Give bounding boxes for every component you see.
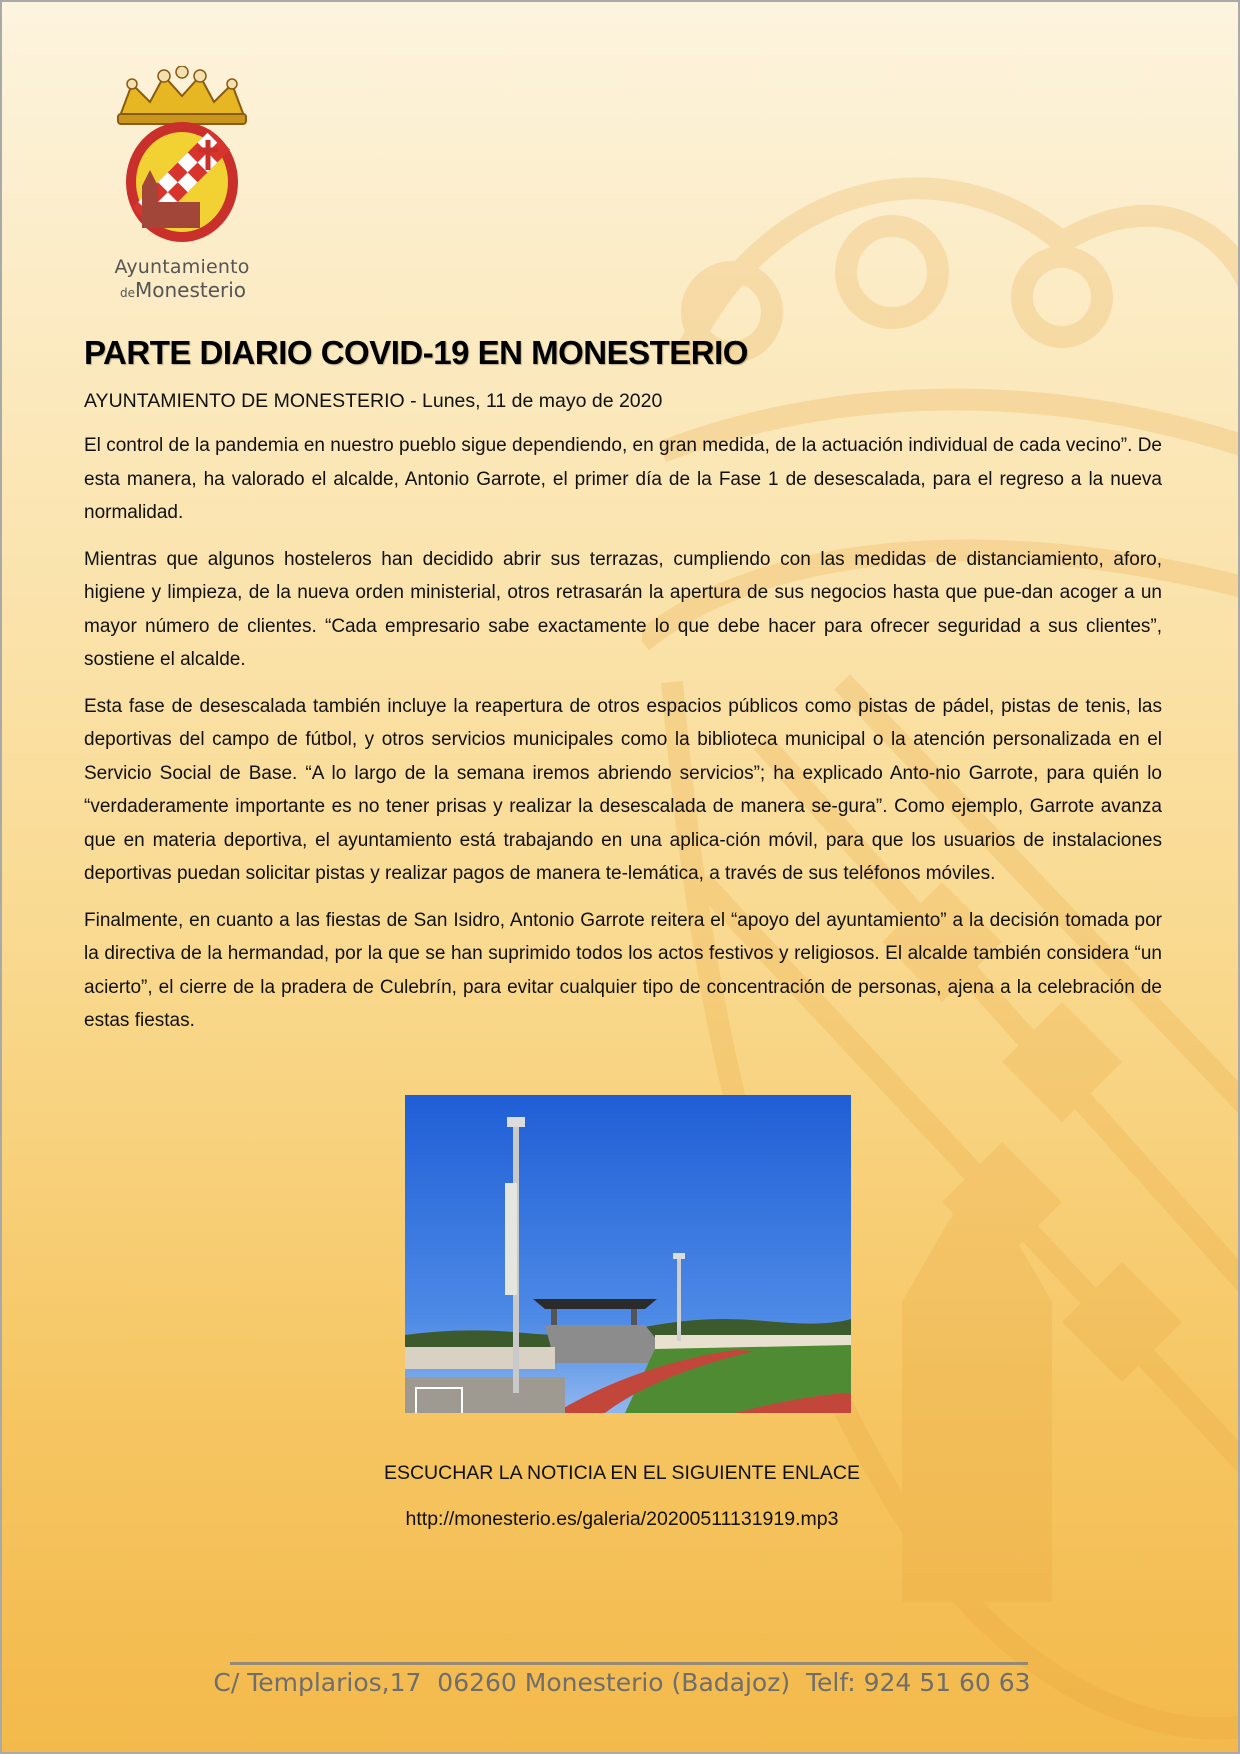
municipal-logo xyxy=(102,66,262,306)
footer-address: C/ Templarios,17 06260 Monesterio (Badajoz) Telf: 924 51 60 63 xyxy=(213,1668,1031,1697)
article-paragraph: Finalmente, en cuanto a las fiestas de San Isidro, Antonio Garrote reitera el “apoyo del ayuntamiento” a la decisión tomada por la directiva de la hermandad, por la que se han suprimido todos los actos festivos y religiosos. El alcalde también considera “un acierto”, el cierre de la pradera de Culebrín, para evitar cualquier tipo de concentración de personas, ajena a la celebración de estas fiestas. xyxy=(84,909,1162,1031)
stadium-photo xyxy=(405,1095,851,1413)
listen-label: ESCUCHAR LA NOTICIA EN EL SIGUIENTE ENLACE xyxy=(383,1462,861,1484)
logo-text-prefix: de xyxy=(119,286,135,300)
audio-link[interactable]: http://monesterio.es/galeria/20200511131919.mp3 xyxy=(405,1508,839,1530)
logo-text-main: Monesterio xyxy=(134,278,247,302)
article-title: PARTE DIARIO COVID-19 EN MONESTERIO xyxy=(84,334,748,371)
logo-text-line2 xyxy=(108,278,258,302)
coat-of-arms-icon xyxy=(102,66,262,256)
article-body xyxy=(84,334,1162,1051)
article-byline: AYUNTAMIENTO DE MONESTERIO - Lunes, 11 de mayo de 2020 xyxy=(84,390,663,412)
article-paragraph: Esta fase de desescalada también incluye la reapertura de otros espacios públicos como pistas de pádel, pistas de tenis, las deportivas del campo de fútbol, y otros servicios municipales como la biblioteca municipal o la atención personalizada en el Servicio Social de Base. “A lo largo de la semana iremos abriendo servicios”; ha explicado Anto-nio Garrote, para quién lo “verdaderamente importante es no tener prisas y realizar la desescalada de manera se-gura”. Como ejemplo, Garrote avanza que en materia deportiva, el ayuntamiento está trabajando en una aplica-ción móvil, para que los usuarios de instalaciones deportivas puedan solicitar pistas y realizar pagos de manera te-lemática, a través de sus teléfonos móviles. xyxy=(84,695,1162,884)
article-paragraph: El control de la pandemia en nuestro pueblo sigue dependiendo, en gran medida, de la actuación individual de cada vecino”. De esta manera, ha valorado el alcalde, Antonio Garrote, el primer día de la Fase 1 de desescalada, para el regreso a la nueva normalidad. xyxy=(84,435,1162,523)
footer-divider xyxy=(230,1662,1028,1665)
logo-text-line1: Ayuntamiento xyxy=(114,256,250,278)
article-paragraph: Mientras que algunos hosteleros han decidido abrir sus terrazas, cumpliendo con las medidas de distanciamiento, aforo, higiene y limpieza, de la nueva orden ministerial, otros retrasarán la apertura de sus negocios hasta que pue-dan acoger a un mayor número de clientes. “Cada empresario sabe exactamente lo que debe hacer para ofrecer seguridad a sus clientes”, sostiene el alcalde. xyxy=(84,548,1162,670)
